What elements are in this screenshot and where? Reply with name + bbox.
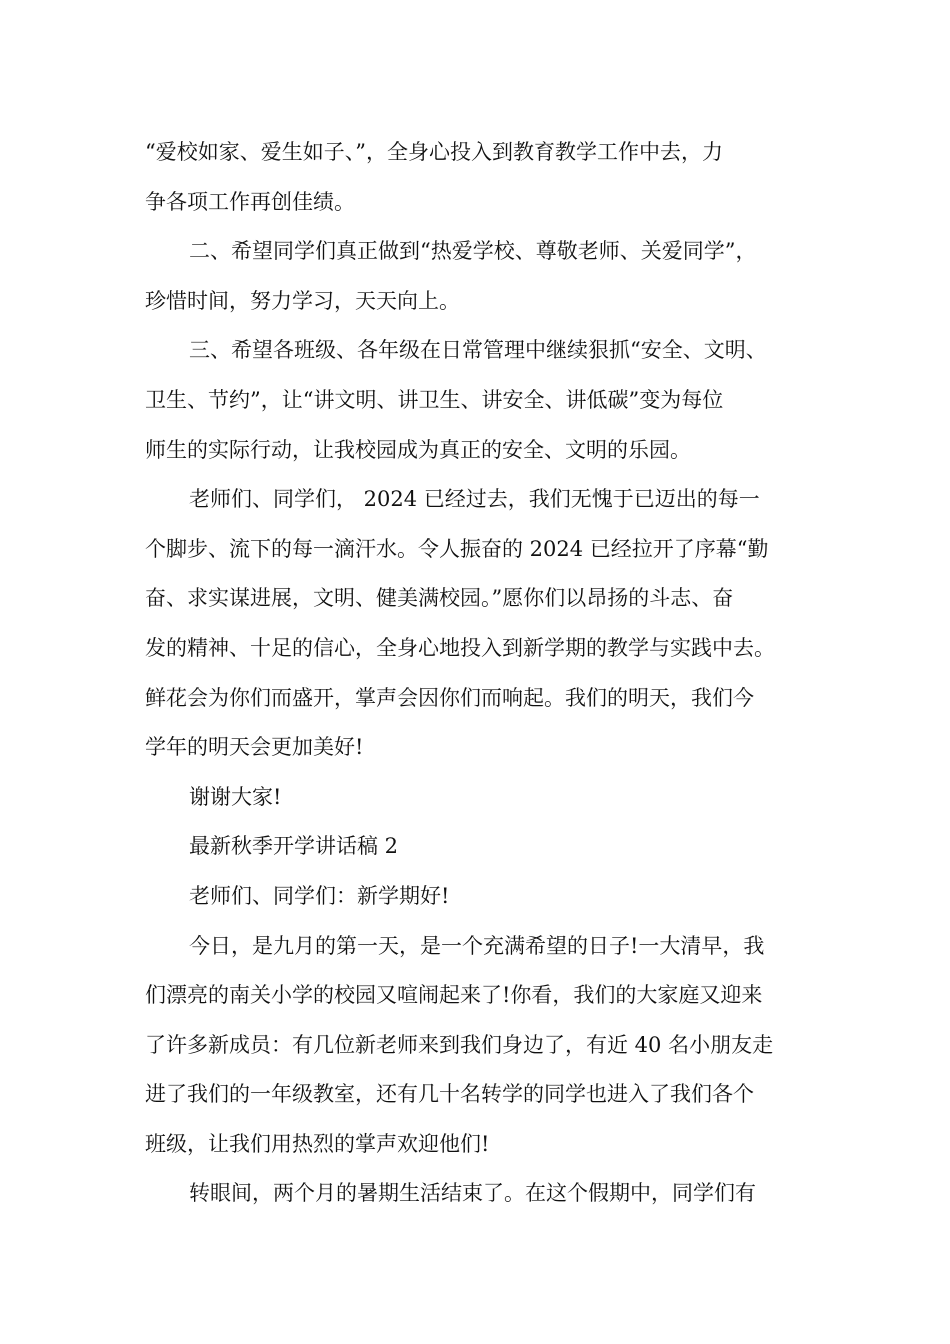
text-line: 今日，是九月的第一天，是一个充满希望的日子!一大清早，我: [189, 933, 765, 958]
text-line: 最新秋季开学讲话稿 2: [189, 834, 399, 859]
text-line: 卫生、节约”，让“讲文明、讲卫生、讲安全、讲低碳”变为每位: [145, 387, 724, 412]
text-line: 个脚步、流下的每一滴汗水。令人振奋的 2024 已经拉开了序幕“勤: [145, 536, 769, 561]
paragraph-3: [145, 326, 825, 475]
paragraph-6: [145, 1169, 825, 1219]
text-line: 老师们、同学们， 2024 已经过去，我们无愧于已迈出的每一: [189, 487, 760, 512]
text-line: 师生的实际行动，让我校园成为真正的安全、文明的乐园。: [145, 437, 691, 462]
text-line: 争各项工作再创佳绩。: [145, 189, 355, 214]
text-line: 学年的明天会更加美好!: [145, 735, 364, 760]
text-line: 鲜花会为你们而盛开，掌声会因你们而响起。我们的明天，我们今: [145, 685, 754, 710]
text-line: 二、希望同学们真正做到“热爱学校、尊敬老师、关爱同学”，: [189, 239, 757, 264]
text-line: “爱校如家、爱生如子、”，全身心投入到教育教学工作中去，力: [145, 140, 723, 164]
text-line: 谢谢大家!: [189, 784, 282, 809]
text-line: 转眼间，两个月的暑期生活结束了。在这个假期中，同学们有: [189, 1181, 756, 1206]
paragraph-5: [145, 922, 825, 1170]
text-line: 奋、求实谋进展，文明、健美满校园。”愿你们以昂扬的斗志、奋: [145, 586, 734, 611]
text-line: 进了我们的一年级教室，还有几十名转学的同学也进入了我们各个: [145, 1082, 754, 1107]
paragraph-1: [145, 128, 825, 227]
document-body: [145, 128, 825, 1219]
text-line: 了许多新成员：有几位新老师来到我们身边了，有近 40 名小朋友走: [145, 1032, 774, 1057]
text-line: 发的精神、十足的信心，全身心地投入到新学期的教学与实践中去。: [145, 635, 775, 660]
paragraph-2: [145, 227, 825, 326]
text-line: 珍惜时间，努力学习，天天向上。: [145, 288, 460, 313]
text-line: 们漂亮的南关小学的校园又喧闹起来了!你看，我们的大家庭又迎来: [145, 983, 763, 1008]
text-line: 班级，让我们用热烈的掌声欢迎他们!: [145, 1131, 490, 1156]
paragraph-greeting: [145, 872, 825, 922]
text-line: 老师们、同学们：新学期好!: [189, 883, 450, 908]
section-heading: [145, 822, 825, 872]
text-line: 三、希望各班级、各年级在日常管理中继续狠抓“安全、文明、: [189, 338, 767, 363]
paragraph-thanks: [145, 773, 825, 823]
paragraph-4: [145, 475, 825, 773]
